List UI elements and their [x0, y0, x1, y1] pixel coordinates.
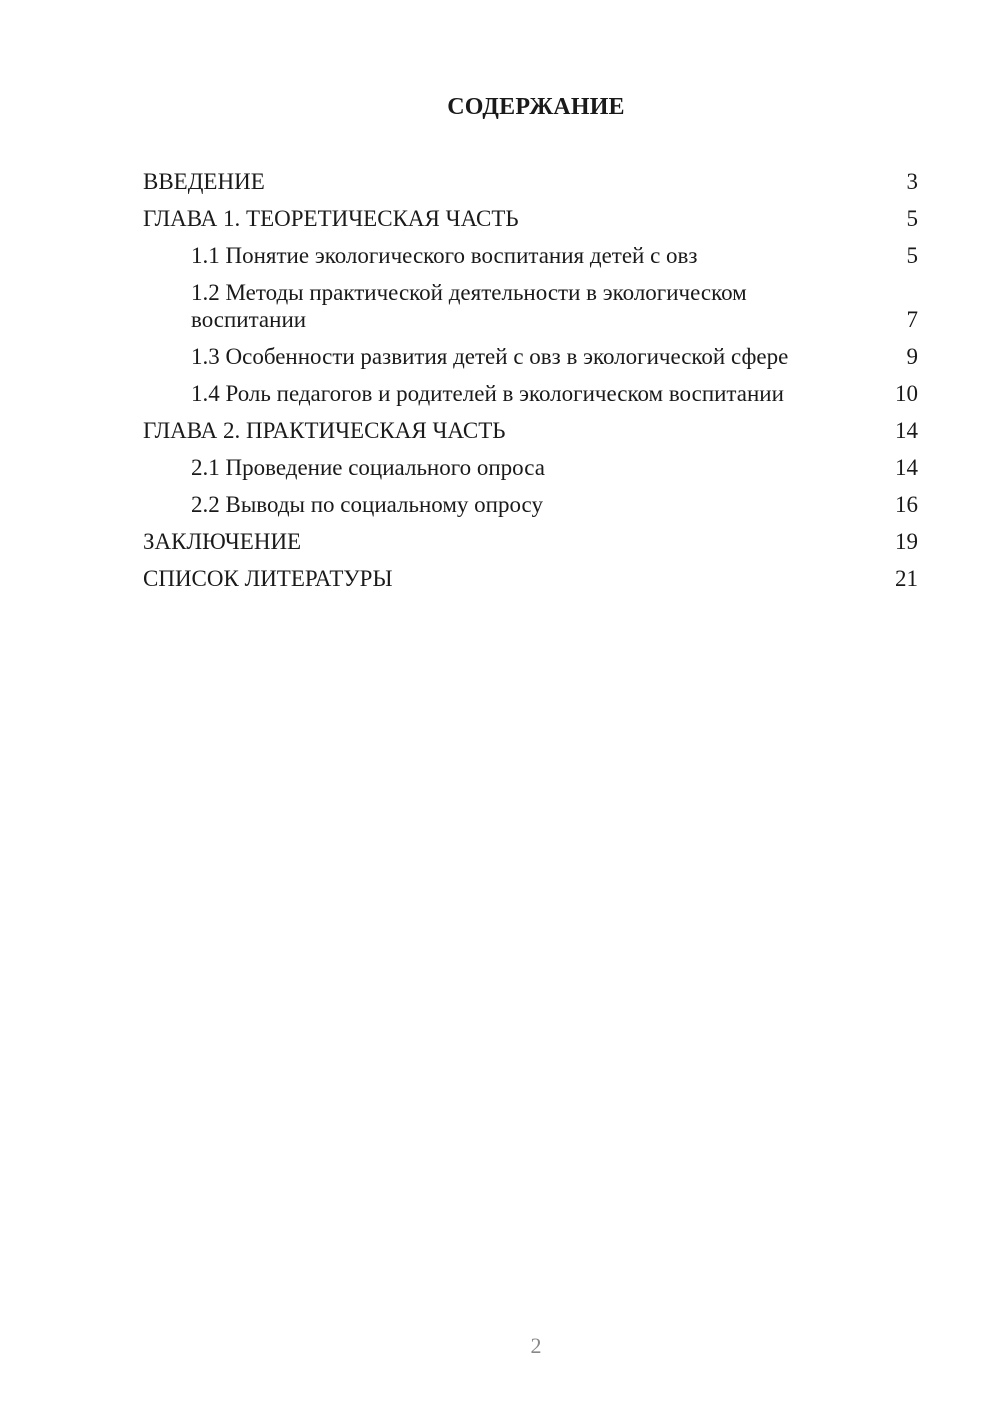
toc-entry-section-1-1[interactable]	[143, 242, 918, 269]
toc-entry-page: 9	[906, 344, 918, 369]
table-of-contents	[143, 168, 918, 602]
toc-title: СОДЕРЖАНИЕ	[447, 94, 625, 120]
toc-entry-label: ЗАКЛЮЧЕНИЕ	[143, 529, 302, 554]
page-number: 2	[530, 1333, 542, 1358]
toc-entry-page: 16	[895, 492, 918, 517]
toc-entry-chapter-1[interactable]	[143, 205, 918, 232]
toc-entry-label: 2.1 Проведение социального опроса	[191, 455, 545, 480]
toc-entry-chapter-2[interactable]	[143, 417, 918, 444]
toc-entry-label: 1.2 Методы практической деятельности в экологическом воспитании	[191, 280, 747, 332]
toc-entry-references[interactable]	[143, 565, 918, 592]
toc-entry-page: 10	[895, 381, 918, 406]
toc-entry-page: 19	[895, 529, 918, 554]
toc-entry-label: ГЛАВА 1. ТЕОРЕТИЧЕСКАЯ ЧАСТЬ	[143, 206, 519, 231]
toc-entry-section-2-2[interactable]	[143, 491, 918, 518]
toc-entry-label: 2.2 Выводы по социальному опросу	[191, 492, 543, 517]
toc-entry-section-2-1[interactable]	[143, 454, 918, 481]
toc-entry-page: 3	[906, 169, 918, 194]
toc-entry-page: 14	[895, 455, 918, 480]
toc-entry-conclusion[interactable]	[143, 528, 918, 555]
toc-entry-page: 5	[906, 243, 918, 268]
toc-entry-section-1-4[interactable]	[143, 380, 918, 407]
toc-entry-label: 1.3 Особенности развития детей с овз в экологической сфере	[191, 344, 789, 369]
toc-entry-label: ГЛАВА 2. ПРАКТИЧЕСКАЯ ЧАСТЬ	[143, 418, 506, 443]
toc-entry-page: 21	[895, 566, 918, 591]
toc-entry-page: 14	[895, 418, 918, 443]
toc-entry-label: 1.4 Роль педагогов и родителей в экологическом воспитании	[191, 381, 784, 406]
toc-entry-section-1-3[interactable]	[143, 343, 918, 370]
toc-entry-label: 1.1 Понятие экологического воспитания детей с овз	[191, 243, 698, 268]
toc-entry-page: 5	[906, 206, 918, 231]
toc-entry-introduction[interactable]	[143, 168, 918, 195]
toc-entry-label: ВВЕДЕНИЕ	[143, 169, 265, 194]
toc-entry-label: СПИСОК ЛИТЕРАТУРЫ	[143, 566, 393, 591]
toc-entry-page: 7	[906, 307, 918, 332]
toc-entry-section-1-2[interactable]	[143, 279, 918, 333]
